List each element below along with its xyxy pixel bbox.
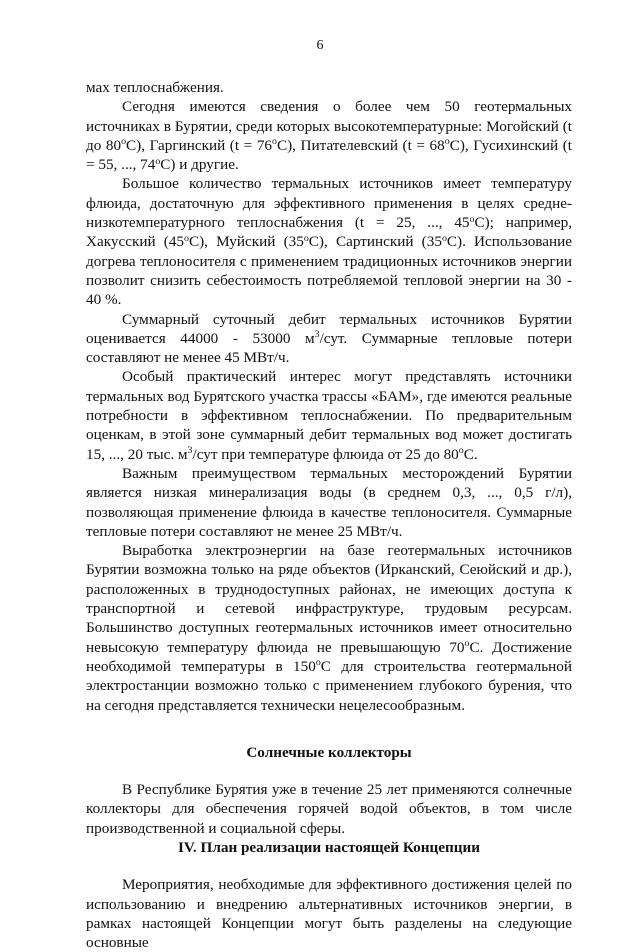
paragraph-fluid-temperature: Большое количество термальных источников имеет температуру флюида, достаточную для эффективного применения в целях средне-низкотемпературного теплоснабжения (t = 25, ..., $45^оС$); например, Хакусский $(45^оС)$, Муйский $(35^оС)$, Сартинский $(35^оС)$. Использование догрева теплоносителя с применением традиционных источников энергии позволит снизить себестоимость потребляемой тепловой энергии на 30 - 40 %. [86, 175, 573, 309]
paragraph-geothermal-sources: Сегодня имеются сведения о более чем 50 геотермальных источниках в Бурятии, среди которых высокотемпературные: Могойский (t до $80^оС$), Гаргинский $(t = 76^оС)$, Питателевский $(t = 68^оС)$, Гусихинский (t = 55, ..., $74^оС$) и другие. [86, 98, 573, 174]
paragraph-solar: В Республике Бурятия уже в течение 25 лет применяются солнечные коллекторы для обеспечения горячей водой объектов, в том числе производственной и социальной сферы. [86, 781, 572, 837]
heading-solar-collectors: Солнечные коллекторы [246, 743, 412, 761]
document-body [86, 78, 572, 952]
paragraph-mineralization: Важным преимуществом термальных месторождений Бурятии является низкая минерализация воды (в среднем 0,3, ..., 0,5 г/л), позволяющая применение флюида в качестве теплоносителя. Суммарные тепловые потери составляют не менее 25 МВт/ч. [86, 464, 572, 540]
paragraph-daily-debit: Суммарный суточный дебит термальных источников Бурятии оценивается 44000 - 53000 $м^3$/сут. Суммарные тепловые потери составляют не менее 45 МВт/ч. [86, 310, 573, 367]
paragraph-bam-interest: Особый практический интерес могут представлять источники термальных вод Бурятского участка трассы «БАМ», где имеются реальные потребности в эффективном теплоснабжении. По предварительным оценкам, в этой зоне суммарный дебит термальных вод может достигать 15, ..., 20 тыс. $м^3$/сут при температуре флюида от 25 до $80^оС$. [86, 368, 572, 463]
paragraph-continuation: мах теплоснабжения. [86, 79, 224, 96]
heading-implementation-plan: IV. План реализации настоящей Концепции [178, 838, 480, 856]
paragraph-electricity: Выработка электроэнергии на базе геотермальных источников Бурятии возможна только на ряде объектов (Ирканский, Сеюйский и др.), расположенных в труднодоступных районах, не имеющих доступа к транспортной и сетевой инфраструктуре, трудовым ресурсам. Большинство доступных геотермальных источников имеет относительно невысокую температуру флюида не превышающую $70^оС$. Достижение необходимой температуры в $150^оС$ для строительства геотермальной электростанции возможно только с применением глубокого бурения, что на сегодня представляется технически нецелесообразным. [86, 542, 572, 714]
page-number: 6 [316, 38, 324, 53]
paragraph-plan: Мероприятия, необходимые для эффективного достижения целей по использованию и внедрению альтернативных источников энергии, в рамках настоящей Концепции могут быть разделены на следующие основные [86, 876, 572, 952]
